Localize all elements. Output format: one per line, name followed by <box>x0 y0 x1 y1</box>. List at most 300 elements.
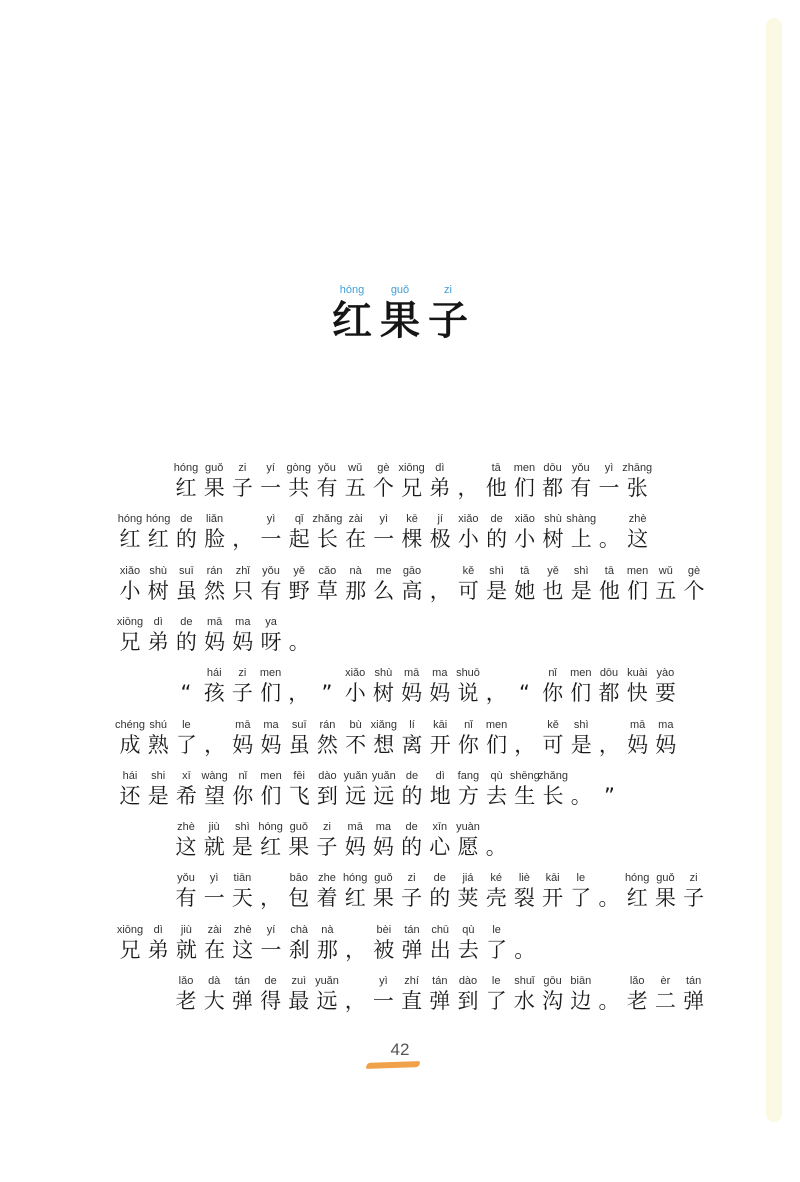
char-hanzi: 妈 <box>232 733 254 757</box>
page-edge-strip <box>766 18 782 1122</box>
char-pinyin: yuǎn <box>371 770 396 782</box>
char-pinyin: mā <box>403 667 420 679</box>
char-cell <box>257 616 285 656</box>
char-pinyin: shù <box>374 667 393 679</box>
char-cell <box>567 462 595 502</box>
char-hanzi: 兄 <box>119 938 141 962</box>
char-hanzi: 远 <box>316 989 338 1013</box>
char-hanzi: 你 <box>232 784 254 808</box>
char-cell <box>313 565 341 605</box>
char-hanzi: 天 <box>231 886 253 910</box>
char-cell <box>285 565 313 605</box>
char-pinyin: xiōng <box>116 616 144 628</box>
char-pinyin: kē <box>406 513 418 525</box>
char-hanzi: 也 <box>542 579 564 603</box>
char-hanzi: 就 <box>175 938 197 962</box>
char-pinyin: men <box>513 462 536 474</box>
char-cell <box>454 924 482 964</box>
char-hanzi: 红 <box>260 835 282 859</box>
char-hanzi: 最 <box>288 989 310 1013</box>
char-pinyin: shì <box>573 719 589 731</box>
char-hanzi: 老 <box>175 989 197 1013</box>
char-cell <box>426 719 454 759</box>
char-hanzi: 要 <box>654 681 676 705</box>
char-hanzi: 棵 <box>401 527 423 551</box>
char-cell <box>144 513 172 553</box>
char-cell <box>370 565 398 605</box>
char-cell <box>539 513 567 553</box>
char-pinyin: suī <box>179 565 194 577</box>
char-pinyin: gāo <box>402 565 422 577</box>
char-cell <box>454 821 482 861</box>
char-hanzi: 熟 <box>147 733 169 757</box>
char-pinyin: shì <box>235 821 250 833</box>
char-cell <box>624 513 652 553</box>
char-pinyin: fēi <box>293 770 305 782</box>
char-hanzi: 弟 <box>147 938 169 962</box>
char-hanzi: 子 <box>401 886 423 910</box>
char-hanzi: 个 <box>372 476 394 500</box>
char-cell <box>398 667 426 707</box>
char-cell <box>454 872 482 912</box>
char-hanzi: 妈 <box>655 733 677 757</box>
char-hanzi: 上 <box>570 527 592 551</box>
char-hanzi: 得 <box>260 989 282 1013</box>
char-pinyin: men <box>626 565 649 577</box>
char-hanzi: 妈 <box>401 681 423 705</box>
char-hanzi: “ <box>180 681 192 705</box>
char-pinyin: ya <box>265 616 277 628</box>
char-hanzi: ， <box>429 579 451 603</box>
char-hanzi: ， <box>598 733 620 757</box>
char-pinyin: men <box>259 667 282 679</box>
page-number-underline <box>366 1061 420 1069</box>
char-hanzi: 二 <box>654 989 676 1013</box>
char-cell <box>511 513 539 553</box>
char-hanzi: 极 <box>429 527 451 551</box>
char-cell <box>116 513 144 553</box>
char-cell <box>285 513 313 553</box>
char-pinyin: yuǎn <box>315 975 339 987</box>
char-cell <box>482 462 510 502</box>
char-hanzi: 共 <box>288 476 310 500</box>
char-hanzi: 被 <box>373 938 395 962</box>
char-hanzi: 弹 <box>231 989 253 1013</box>
char-cell <box>342 513 370 553</box>
char-cell <box>623 667 651 707</box>
char-cell <box>341 975 369 1015</box>
char-cell <box>285 872 313 912</box>
char-cell <box>539 462 567 502</box>
char-cell <box>257 872 285 912</box>
char-hanzi: 然 <box>316 733 338 757</box>
char-hanzi: 们 <box>570 681 592 705</box>
char-cell <box>342 719 370 759</box>
char-pinyin: dào <box>318 770 337 782</box>
char-cell <box>201 565 229 605</box>
char-pinyin: qù <box>462 924 475 936</box>
char-cell <box>172 667 200 707</box>
char-pinyin: shú <box>149 719 168 731</box>
char-cell <box>567 975 595 1015</box>
char-cell <box>510 975 538 1015</box>
char-cell <box>285 924 313 964</box>
char-cell <box>454 770 482 810</box>
char-cell <box>511 770 539 810</box>
char-pinyin: tán <box>432 975 448 987</box>
char-pinyin: lǎo <box>629 975 645 987</box>
char-cell <box>172 770 200 810</box>
char-pinyin: ma <box>263 719 279 731</box>
char-hanzi: 一 <box>372 989 394 1013</box>
char-cell <box>144 565 172 605</box>
char-pinyin: nǐ <box>464 719 473 731</box>
char-pinyin: zhǐ <box>235 565 250 577</box>
char-hanzi: 到 <box>316 784 338 808</box>
title-char <box>378 282 422 344</box>
char-pinyin: dì <box>153 616 163 628</box>
char-pinyin: wǔ <box>348 462 363 474</box>
char-pinyin: ma <box>432 667 448 679</box>
char-cell <box>285 616 313 656</box>
char-cell <box>398 924 426 964</box>
char-pinyin: yì <box>209 872 219 884</box>
char-hanzi: 。 <box>485 835 507 859</box>
char-pinyin: chéng <box>115 719 145 731</box>
char-hanzi: 起 <box>288 527 310 551</box>
char-hanzi: 可 <box>457 579 479 603</box>
char-pinyin: kuài <box>627 667 648 679</box>
char-hanzi: 方 <box>457 784 479 808</box>
char-cell <box>454 462 482 502</box>
char-cell <box>567 719 595 759</box>
char-cell <box>483 565 511 605</box>
char-hanzi: 。 <box>514 938 536 962</box>
char-hanzi: ， <box>345 938 367 962</box>
title-char-pinyin: guǒ <box>390 284 410 296</box>
char-cell <box>257 719 285 759</box>
char-hanzi: 果 <box>372 886 394 910</box>
char-cell <box>567 565 595 605</box>
char-cell <box>285 975 313 1015</box>
char-pinyin: men <box>260 770 282 782</box>
char-hanzi: 子 <box>231 476 253 500</box>
char-pinyin: tán <box>404 924 420 936</box>
char-pinyin: zi <box>238 667 247 679</box>
char-pinyin: suī <box>291 719 307 731</box>
char-hanzi: 们 <box>260 784 282 808</box>
char-hanzi: ， <box>232 527 254 551</box>
char-hanzi: 想 <box>373 733 395 757</box>
char-pinyin: guǒ <box>374 872 393 884</box>
char-cell <box>341 667 369 707</box>
char-cell <box>595 872 623 912</box>
char-hanzi: 在 <box>204 938 226 962</box>
char-cell <box>342 565 370 605</box>
char-cell <box>426 770 454 810</box>
char-pinyin: hóng <box>624 872 650 884</box>
char-cell <box>426 821 454 861</box>
char-hanzi: 着 <box>316 886 338 910</box>
char-hanzi: ” <box>321 681 333 705</box>
char-hanzi: 了 <box>570 886 592 910</box>
char-pinyin: rán <box>319 719 336 731</box>
char-hanzi: 都 <box>542 476 564 500</box>
char-cell <box>539 770 567 810</box>
char-cell <box>426 975 454 1015</box>
char-pinyin: zi <box>689 872 698 884</box>
char-pinyin: mā <box>235 719 251 731</box>
char-hanzi: 水 <box>513 989 535 1013</box>
char-pinyin: zhǎng <box>312 513 343 525</box>
char-hanzi: 飞 <box>288 784 310 808</box>
char-hanzi: 说 <box>457 681 479 705</box>
char-hanzi: 红 <box>175 476 197 500</box>
char-pinyin: zhè <box>233 924 252 936</box>
char-cell <box>200 872 228 912</box>
char-pinyin: tā <box>491 462 501 474</box>
char-hanzi: 妈 <box>429 681 451 705</box>
char-pinyin: mā <box>347 821 363 833</box>
char-hanzi: 他 <box>485 476 507 500</box>
char-hanzi: 呀 <box>260 630 282 654</box>
char-cell <box>313 719 341 759</box>
char-hanzi: 高 <box>401 579 423 603</box>
char-cell <box>172 462 200 502</box>
char-pinyin: liǎn <box>206 513 224 525</box>
char-hanzi: 野 <box>288 579 310 603</box>
char-hanzi: 小 <box>457 527 479 551</box>
char-hanzi: 妈 <box>627 733 649 757</box>
char-pinyin: yě <box>547 565 559 577</box>
char-cell <box>595 667 623 707</box>
char-hanzi: 们 <box>513 476 535 500</box>
char-cell <box>285 667 313 707</box>
char-pinyin: yǒu <box>318 462 336 474</box>
char-hanzi: ， <box>260 886 282 910</box>
char-cell <box>624 719 652 759</box>
char-pinyin: dì <box>153 924 163 936</box>
char-cell <box>313 513 341 553</box>
char-hanzi: 果 <box>203 476 225 500</box>
char-hanzi: 大 <box>203 989 225 1013</box>
char-pinyin: dì <box>435 462 445 474</box>
char-hanzi: 然 <box>204 579 226 603</box>
char-hanzi: 弹 <box>683 989 705 1013</box>
char-pinyin: mā <box>206 616 223 628</box>
char-hanzi: 地 <box>429 784 451 808</box>
char-pinyin: dào <box>458 975 478 987</box>
char-hanzi: 边 <box>570 989 592 1013</box>
char-pinyin: hóng <box>117 513 143 525</box>
char-pinyin: guǒ <box>289 821 308 833</box>
char-pinyin: qù <box>490 770 503 782</box>
char-pinyin: zi <box>238 462 247 474</box>
char-cell <box>257 462 285 502</box>
char-pinyin: shàng <box>566 513 597 525</box>
char-hanzi: 快 <box>626 681 648 705</box>
char-pinyin: hóng <box>145 513 171 525</box>
char-hanzi: 果 <box>654 886 676 910</box>
char-pinyin: guǒ <box>205 462 224 474</box>
char-hanzi: 。 <box>598 886 620 910</box>
char-hanzi: 开 <box>542 886 564 910</box>
char-cell <box>229 770 257 810</box>
char-pinyin: shù <box>544 513 562 525</box>
char-cell <box>285 821 313 861</box>
char-cell <box>369 821 397 861</box>
char-hanzi: 是 <box>570 733 592 757</box>
char-cell <box>454 667 482 707</box>
char-pinyin: ma <box>658 719 674 731</box>
char-cell <box>567 872 595 912</box>
char-cell <box>398 872 426 912</box>
char-cell <box>510 667 538 707</box>
title-char-pinyin: zi <box>444 284 452 296</box>
char-hanzi: “ <box>518 681 530 705</box>
char-pinyin: xī <box>182 770 191 782</box>
char-cell <box>623 872 651 912</box>
title-char-hanzi: 果 <box>380 298 420 344</box>
char-hanzi: 。 <box>598 527 620 551</box>
char-pinyin: dà <box>208 975 221 987</box>
char-cell <box>398 821 426 861</box>
char-cell <box>172 821 200 861</box>
char-hanzi: ， <box>485 681 507 705</box>
char-hanzi: 小 <box>514 527 536 551</box>
page-number: 42 <box>390 1040 410 1059</box>
char-pinyin: dì <box>435 770 445 782</box>
char-hanzi: 们 <box>627 579 649 603</box>
char-cell <box>257 667 285 707</box>
char-cell <box>285 770 313 810</box>
char-pinyin: jiù <box>180 924 192 936</box>
char-hanzi: 是 <box>231 835 253 859</box>
char-cell <box>623 975 651 1015</box>
char-cell <box>567 667 595 707</box>
char-cell <box>370 924 398 964</box>
char-cell <box>257 565 285 605</box>
char-pinyin: rán <box>206 565 223 577</box>
char-cell <box>201 719 229 759</box>
char-hanzi: 的 <box>429 886 451 910</box>
char-hanzi: 。 <box>570 784 592 808</box>
char-hanzi: 她 <box>514 579 536 603</box>
char-cell <box>510 462 538 502</box>
char-cell <box>680 565 708 605</box>
char-hanzi: 妈 <box>372 835 394 859</box>
char-cell <box>285 719 313 759</box>
char-hanzi: 还 <box>119 784 141 808</box>
char-pinyin: bù <box>349 719 362 731</box>
char-hanzi: 包 <box>288 886 310 910</box>
char-cell <box>144 719 172 759</box>
char-cell <box>313 924 341 964</box>
char-cell <box>595 770 623 810</box>
char-pinyin: shì <box>573 565 589 577</box>
char-pinyin: yě <box>293 565 305 577</box>
char-hanzi: ， <box>344 989 366 1013</box>
char-cell <box>680 872 708 912</box>
char-pinyin: shuǐ <box>514 975 535 987</box>
char-cell <box>313 975 341 1015</box>
char-pinyin: nǐ <box>548 667 557 679</box>
char-cell <box>229 565 257 605</box>
char-pinyin: yǒu <box>262 565 280 577</box>
char-hanzi: 了 <box>485 989 507 1013</box>
char-pinyin: gòng <box>286 462 312 474</box>
char-pinyin: men <box>485 719 508 731</box>
char-hanzi: 一 <box>260 938 282 962</box>
char-hanzi: 去 <box>457 938 479 962</box>
char-cell <box>313 770 341 810</box>
char-hanzi: 有 <box>316 476 338 500</box>
char-cell <box>511 565 539 605</box>
char-pinyin: lǎo <box>178 975 194 987</box>
char-pinyin: de <box>490 513 503 525</box>
char-hanzi: 离 <box>401 733 423 757</box>
char-hanzi: 一 <box>598 476 620 500</box>
char-hanzi: 这 <box>232 938 254 962</box>
char-cell <box>313 667 341 707</box>
char-cell <box>116 770 144 810</box>
char-cell <box>398 975 426 1015</box>
char-hanzi: 出 <box>429 938 451 962</box>
char-hanzi: 弟 <box>429 476 451 500</box>
char-cell <box>510 872 538 912</box>
char-cell <box>482 667 510 707</box>
char-pinyin: yǒu <box>177 872 195 884</box>
char-pinyin: gōu <box>543 975 562 987</box>
char-hanzi: 妈 <box>204 630 226 654</box>
char-cell <box>200 667 228 707</box>
char-cell <box>651 667 679 707</box>
char-hanzi: 草 <box>316 579 338 603</box>
char-hanzi: 一 <box>203 886 225 910</box>
char-hanzi: 果 <box>288 835 310 859</box>
char-cell <box>426 924 454 964</box>
char-pinyin: èr <box>660 975 671 987</box>
char-pinyin: zhè <box>177 821 195 833</box>
char-cell <box>228 821 256 861</box>
char-hanzi: 长 <box>316 527 338 551</box>
char-hanzi: 这 <box>175 835 197 859</box>
char-pinyin: kě <box>547 719 559 731</box>
char-pinyin: shēng <box>509 770 540 782</box>
char-pinyin: shi <box>151 770 166 782</box>
char-pinyin: bèi <box>376 924 392 936</box>
char-pinyin: wǔ <box>658 565 673 577</box>
char-hanzi: 成 <box>119 733 141 757</box>
char-pinyin: qǐ <box>294 513 304 525</box>
char-cell <box>651 872 679 912</box>
char-cell <box>426 462 454 502</box>
char-pinyin: zhí <box>404 975 419 987</box>
char-pinyin: chū <box>431 924 450 936</box>
char-pinyin: yì <box>266 513 276 525</box>
char-hanzi: 他 <box>598 579 620 603</box>
char-cell <box>482 821 510 861</box>
char-pinyin: yuàn <box>456 821 480 833</box>
char-cell <box>172 513 200 553</box>
char-pinyin: liè <box>518 872 530 884</box>
char-hanzi: 树 <box>542 527 564 551</box>
char-hanzi: 开 <box>429 733 451 757</box>
char-hanzi: 有 <box>175 886 197 910</box>
char-pinyin: zài <box>207 924 222 936</box>
char-hanzi: 树 <box>372 681 394 705</box>
char-hanzi: ， <box>204 733 226 757</box>
